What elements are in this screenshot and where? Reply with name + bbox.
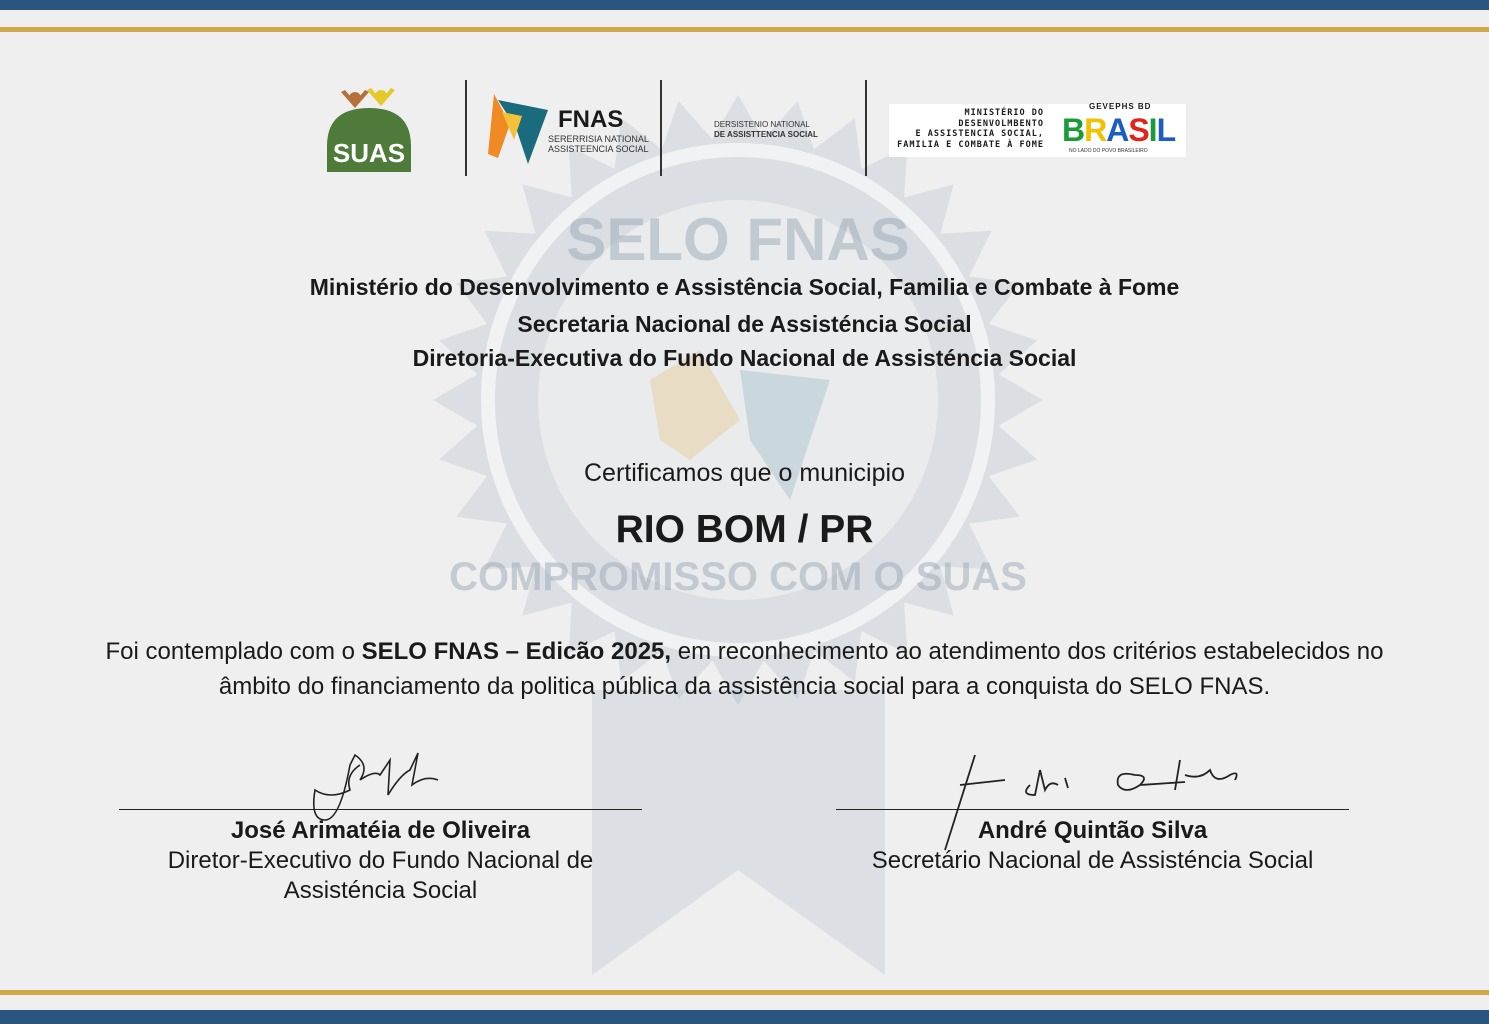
ministry-logo: MINISTÉRIO DO DESENVOLMBENTO E ASSISTENCIA SOCIAL, FAMILIA E COMBATE À FOME GEVEPHS BD BRASIL NO LADO DO POVO BRASILEIRO <box>889 104 1186 157</box>
divider <box>865 80 867 176</box>
signature-line <box>836 809 1349 810</box>
signature-line <box>119 809 642 810</box>
certify-text: Certificamos que o municipio <box>584 459 905 487</box>
ministry-heading: Ministério do Desenvolvimento e Assistência Social, Familia e Combate à Fome <box>309 274 1180 300</box>
svg-text:SUAS: SUAS <box>332 138 406 168</box>
fnas-emblem-icon <box>488 94 550 164</box>
suas-logo <box>325 86 413 172</box>
svg-text:COMPROMISSO COM O SUAS: COMPROMISSO COM O SUAS <box>449 555 1027 599</box>
bottom-border-blue <box>0 1010 1489 1024</box>
secretariat-heading: Secretaria Nacional de Assisténcia Social <box>517 311 972 337</box>
signatory-1: José Arimatéia de Oliveira Diretor-Executivo do Fundo Nacional de Assisténcia Social <box>167 817 594 904</box>
divider <box>465 80 467 176</box>
brasil-wordmark: BRASIL <box>1062 112 1176 148</box>
signatory-2: André Quintão Silva Secretário Nacional de Assisténcia Social <box>871 817 1314 874</box>
directorate-heading: Diretoria-Executiva do Fundo Nacional de Assisténcia Social <box>412 345 1077 371</box>
logo-bar <box>0 80 1489 176</box>
svg-text:SELO FNAS: SELO FNAS <box>566 206 910 273</box>
department-text: DERSISTENIO NATIONAL DE ASSISTTENCIA SOCIAL <box>714 120 818 139</box>
fnas-logo: FNAS SERERRISIA NATIONAL ASSISTEENCIA SOCIAL <box>488 94 550 169</box>
divider <box>660 80 662 176</box>
bottom-border-gold <box>0 990 1489 995</box>
municipality-name: RIO BOM / PR <box>615 508 874 551</box>
certificate-body: Foi contemplado com o SELO FNAS – Edicão 2025, em reconhecimento ao atendimento dos critérios estabelecidos no âmbito do financiamento da politica pública da assistência social para a conquista do SELO FNAS. <box>105 638 1384 700</box>
signature-1 <box>300 745 450 825</box>
